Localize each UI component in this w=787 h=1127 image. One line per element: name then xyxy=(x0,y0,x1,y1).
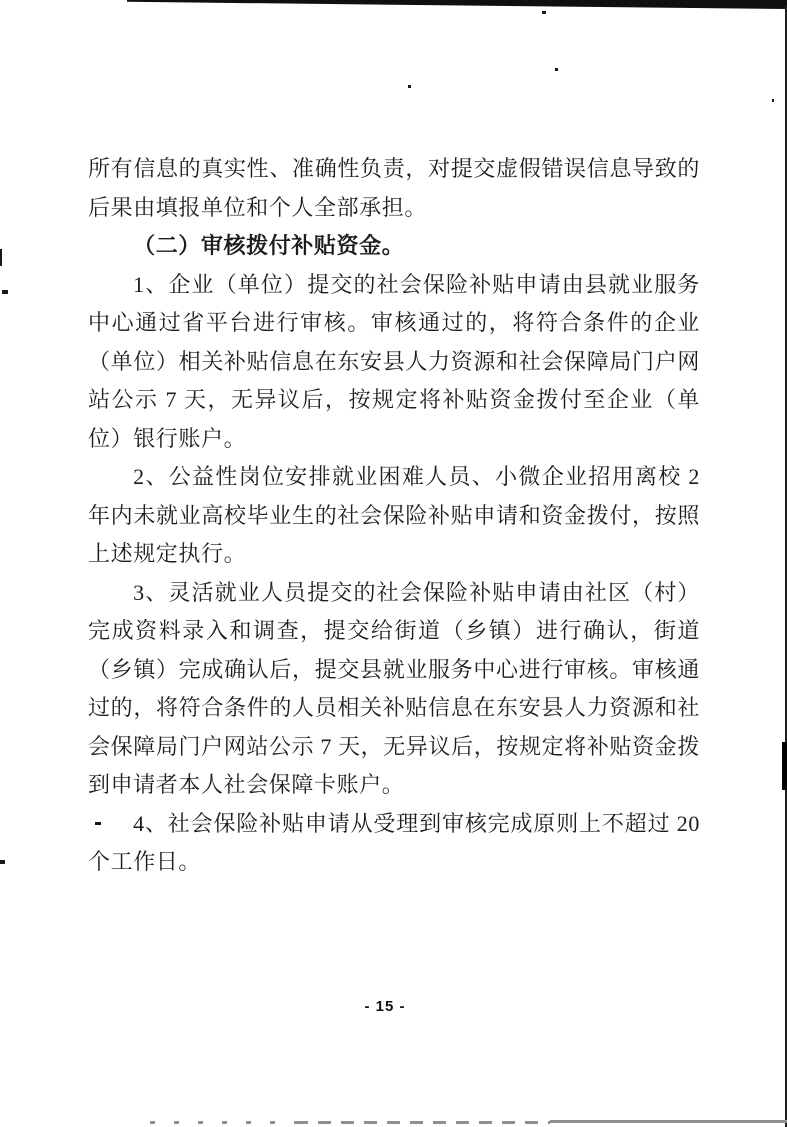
scan-speck xyxy=(542,11,546,14)
scan-speck xyxy=(0,249,2,266)
scan-artifact-bottom-line xyxy=(550,1120,787,1123)
scan-artifact-bottom-dashes xyxy=(150,1121,295,1124)
scan-speck xyxy=(408,85,411,88)
page-number: - 15 - xyxy=(364,998,406,1015)
numbered-paragraph-4: 4、社会保险补贴申请从受理到审核完成原则上不超过 20 个工作日。 xyxy=(88,810,700,874)
scan-artifact-top-edge xyxy=(127,0,787,9)
document-body xyxy=(88,150,700,882)
scan-artifact-bottom-dashes xyxy=(295,1121,550,1124)
scan-speck xyxy=(555,68,558,71)
paragraph-continuation: 所有信息的真实性、准确性负责，对提交虚假错误信息导致的后果由填报单位和个人全部承担。 xyxy=(88,156,700,220)
numbered-paragraph-2: 2、公益性岗位安排就业困难人员、小微企业招用离校 2 年内未就业高校毕业生的社会保险补贴申请和资金拨付，按照上述规定执行。 xyxy=(88,464,700,566)
numbered-paragraph-1: 1、企业（单位）提交的社会保险补贴申请由县就业服务中心通过省平台进行审核。审核通过的，将符合条件的企业（单位）相关补贴信息在东安县人力资源和社会保障局门户网站公示 7 天，无异议后，按规定将补贴资金拨付至企业（单位）银行账户。 xyxy=(88,271,700,451)
scan-speck xyxy=(2,290,8,294)
numbered-paragraph-3: 3、灵活就业人员提交的社会保险补贴申请由社区（村）完成资料录入和调查，提交给街道（乡镇）进行确认，街道（乡镇）完成确认后，提交县就业服务中心进行审核。审核通过的，将符合条件的人员相关补贴信息在东安县人力资源和社会保障局门户网站公示 7 天，无异议后，按规定将补贴资金拨到申请者本人社会保障卡账户。 xyxy=(88,579,700,797)
scan-artifact-right-blob xyxy=(782,742,787,790)
scan-speck xyxy=(0,860,5,864)
scan-speck xyxy=(772,99,774,102)
section-heading: （二）审核拨付补贴资金。 xyxy=(133,233,405,258)
